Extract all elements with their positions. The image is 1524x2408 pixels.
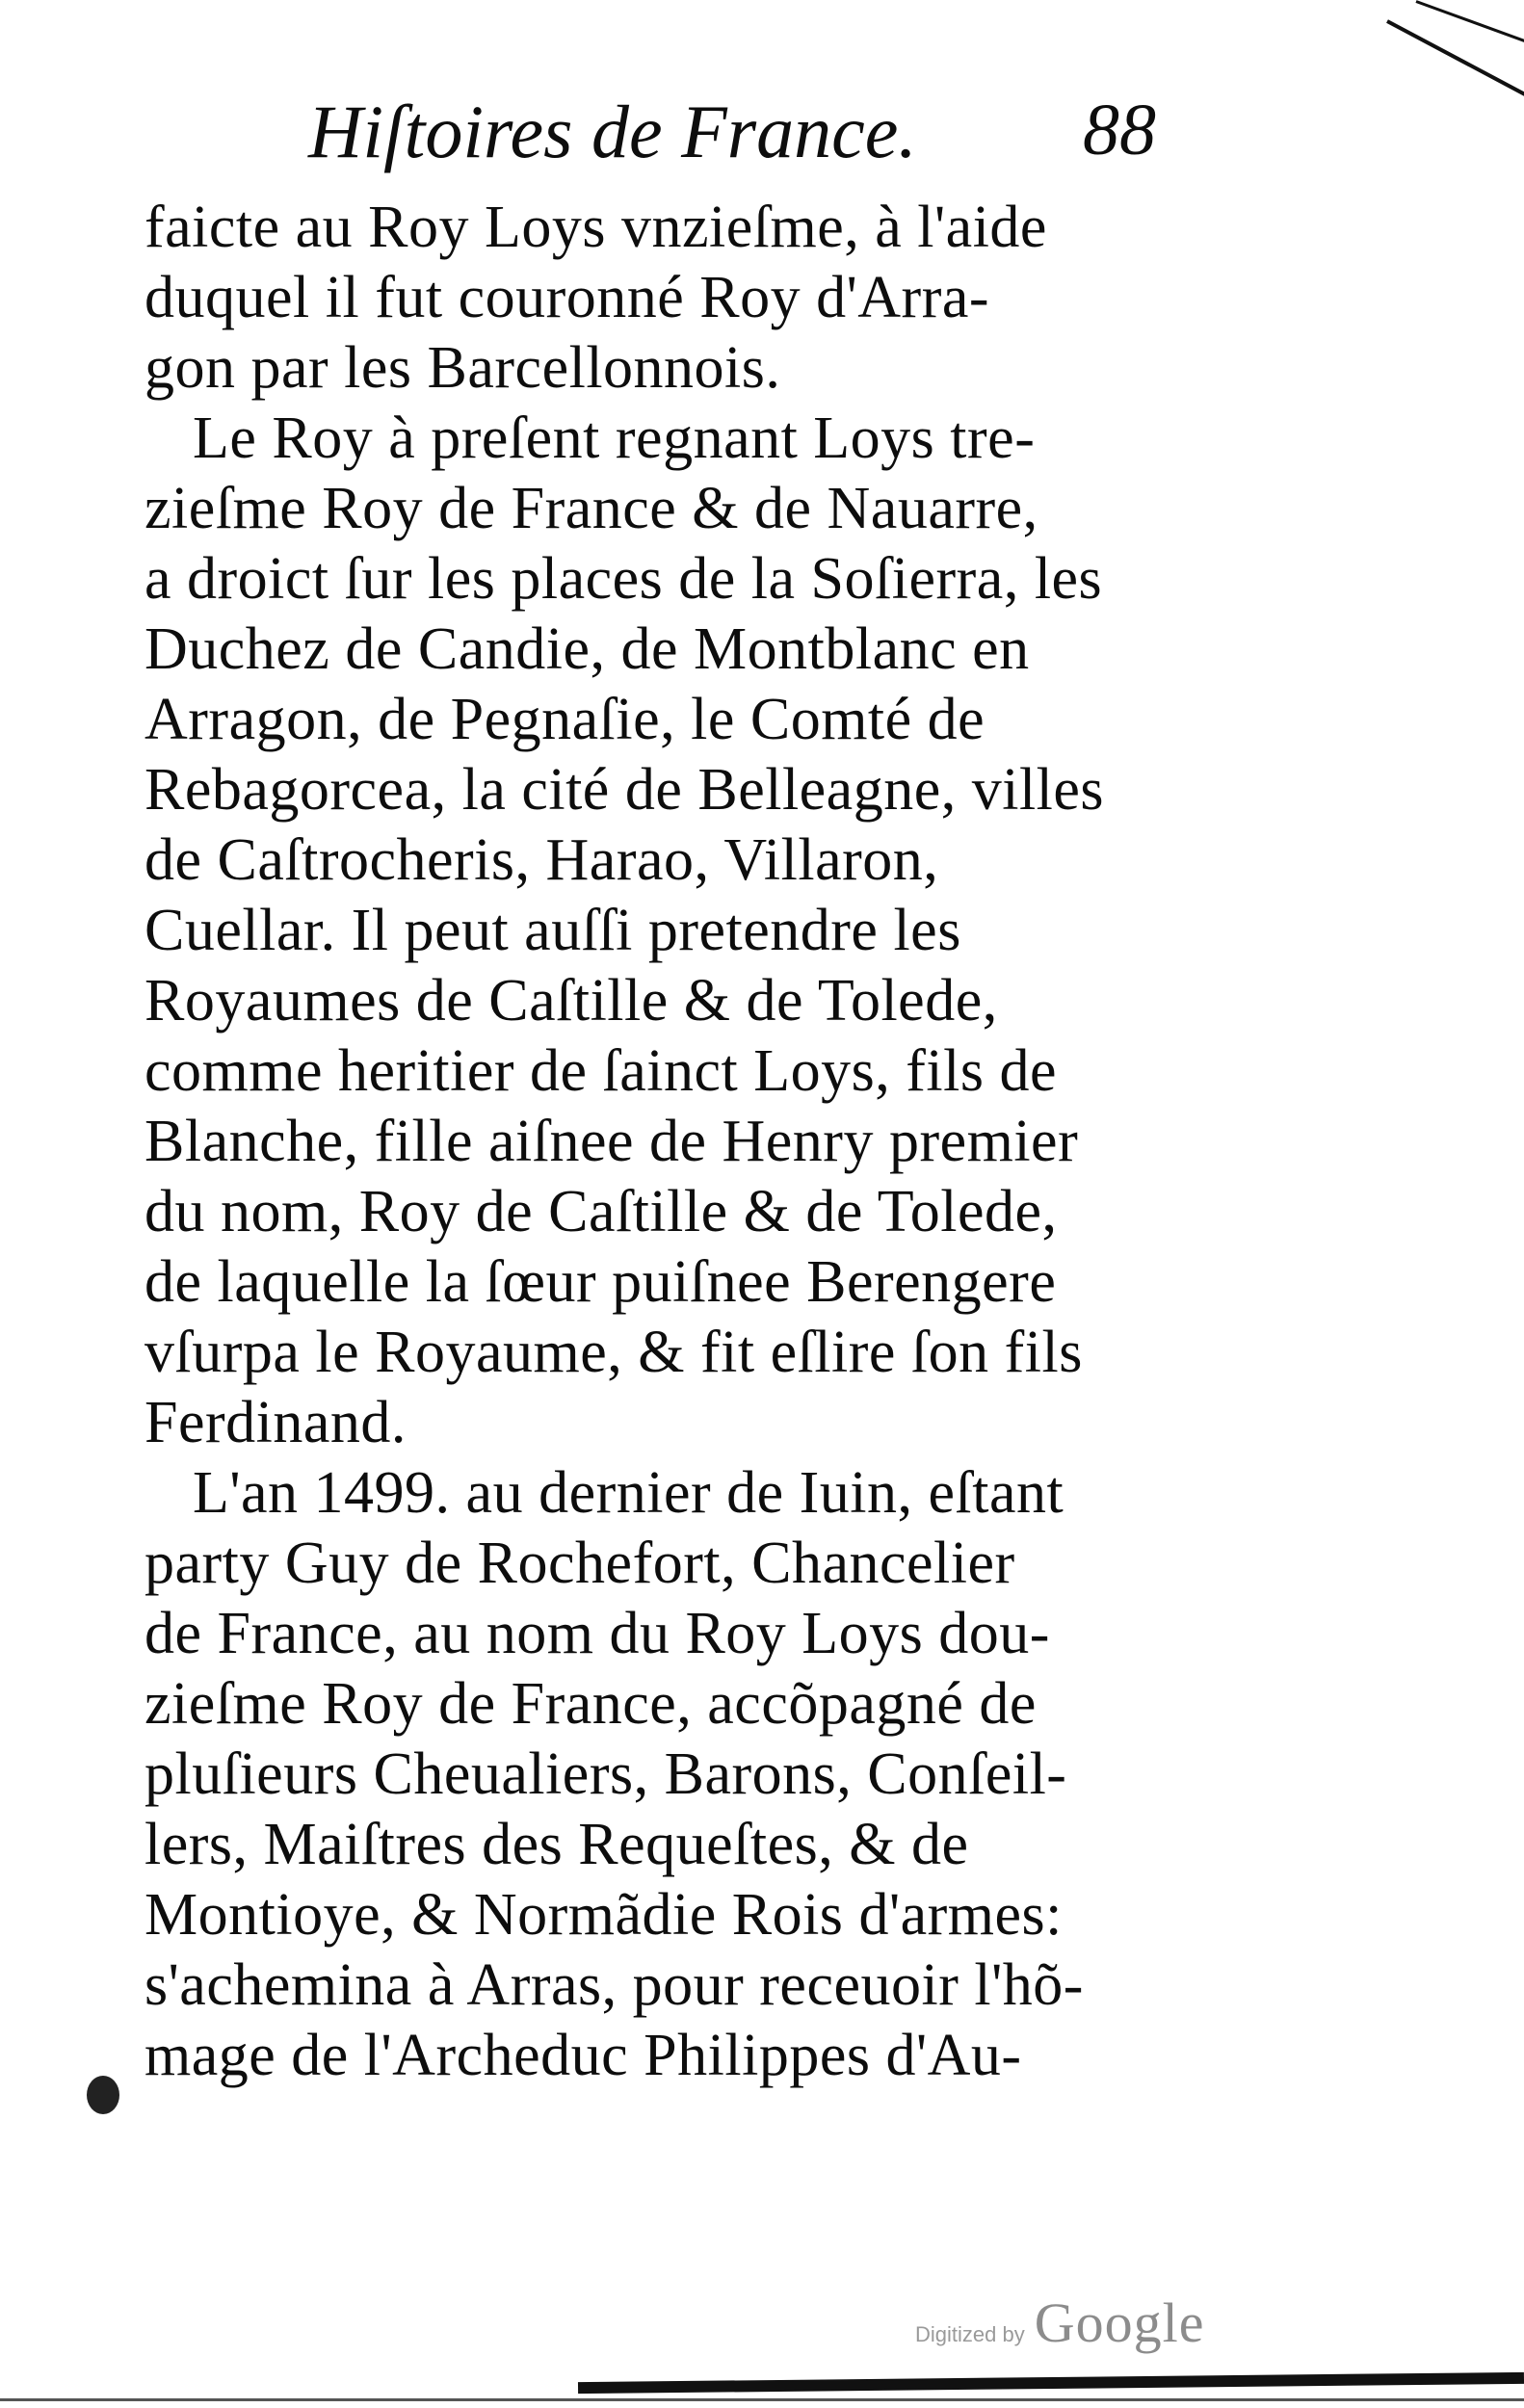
text-line: party Guy de Rochefort, Chancelier <box>145 1531 1015 1596</box>
text-line: de laquelle la ſœur puiſnee Berengere <box>145 1249 1057 1315</box>
text-line: duquel il fut couronné Roy d'Arra- <box>145 265 990 330</box>
digitized-watermark <box>915 2290 1204 2355</box>
text-line: comme heritier de ſainct Loys, fils de <box>145 1038 1057 1104</box>
text-line: du nom, Roy de Caſtille & de Tolede, <box>145 1179 1058 1244</box>
bottom-edge-rule <box>0 2398 1524 2401</box>
page-number: 88 <box>1083 90 1156 170</box>
text-line: Royaumes de Caſtille & de Tolede, <box>145 968 998 1034</box>
body-text <box>145 193 1161 2091</box>
ink-blot <box>87 2076 119 2114</box>
text-line: lers, Maiſtres des Requeſtes, & de <box>145 1812 969 1877</box>
text-line: Arragon, de Pegnaſie, le Comté de <box>145 687 985 752</box>
text-line: mage de l'Archeduc Philippes d'Au- <box>145 2023 1022 2088</box>
text-line: Ferdinand. <box>145 1390 407 1455</box>
corner-scratch <box>1415 0 1524 42</box>
text-line: Duchez de Candie, de Montblanc en <box>145 616 1030 682</box>
text-line: Blanche, fille aiſnee de Henry premier <box>145 1109 1079 1174</box>
bottom-edge-rule <box>578 2372 1524 2394</box>
text-line: Rebagorcea, la cité de Belleagne, villes <box>145 757 1105 823</box>
text-line: zieſme Roy de France, accõpagné de <box>145 1671 1037 1737</box>
text-line: s'achemina à Arras, pour receuoir l'hõ- <box>145 1952 1084 2018</box>
text-line: Cuellar. Il peut auſſi pretendre les <box>145 898 961 963</box>
running-title: Hiſtoires de France. <box>308 90 917 173</box>
watermark-prefix: Digitized by <box>915 2322 1025 2346</box>
google-logo: Google <box>1034 2291 1205 2354</box>
text-line: de Caſtrocheris, Harao, Villaron, <box>145 827 939 893</box>
text-line: de France, au nom du Roy Loys dou- <box>145 1601 1050 1666</box>
text-line: pluſieurs Cheualiers, Barons, Conſeil- <box>145 1741 1067 1807</box>
text-line: Le Roy à preſent regnant Loys tre- <box>193 406 1036 471</box>
text-line: L'an 1499. au dernier de Iuin, eſtant <box>193 1460 1064 1526</box>
text-line: zieſme Roy de France & de Nauarre, <box>145 476 1038 541</box>
running-header <box>308 89 1156 195</box>
text-line: faicte au Roy Loys vnzieſme, à l'aide <box>145 195 1047 260</box>
text-line: gon par les Barcellonnois. <box>145 335 781 401</box>
text-line: a droict ſur les places de la Soſierra, les <box>145 546 1103 612</box>
text-line: vſurpa le Royaume, & fit eſlire ſon fils <box>145 1320 1083 1385</box>
text-line: Montioye, & Normãdie Rois d'armes: <box>145 1882 1063 1948</box>
